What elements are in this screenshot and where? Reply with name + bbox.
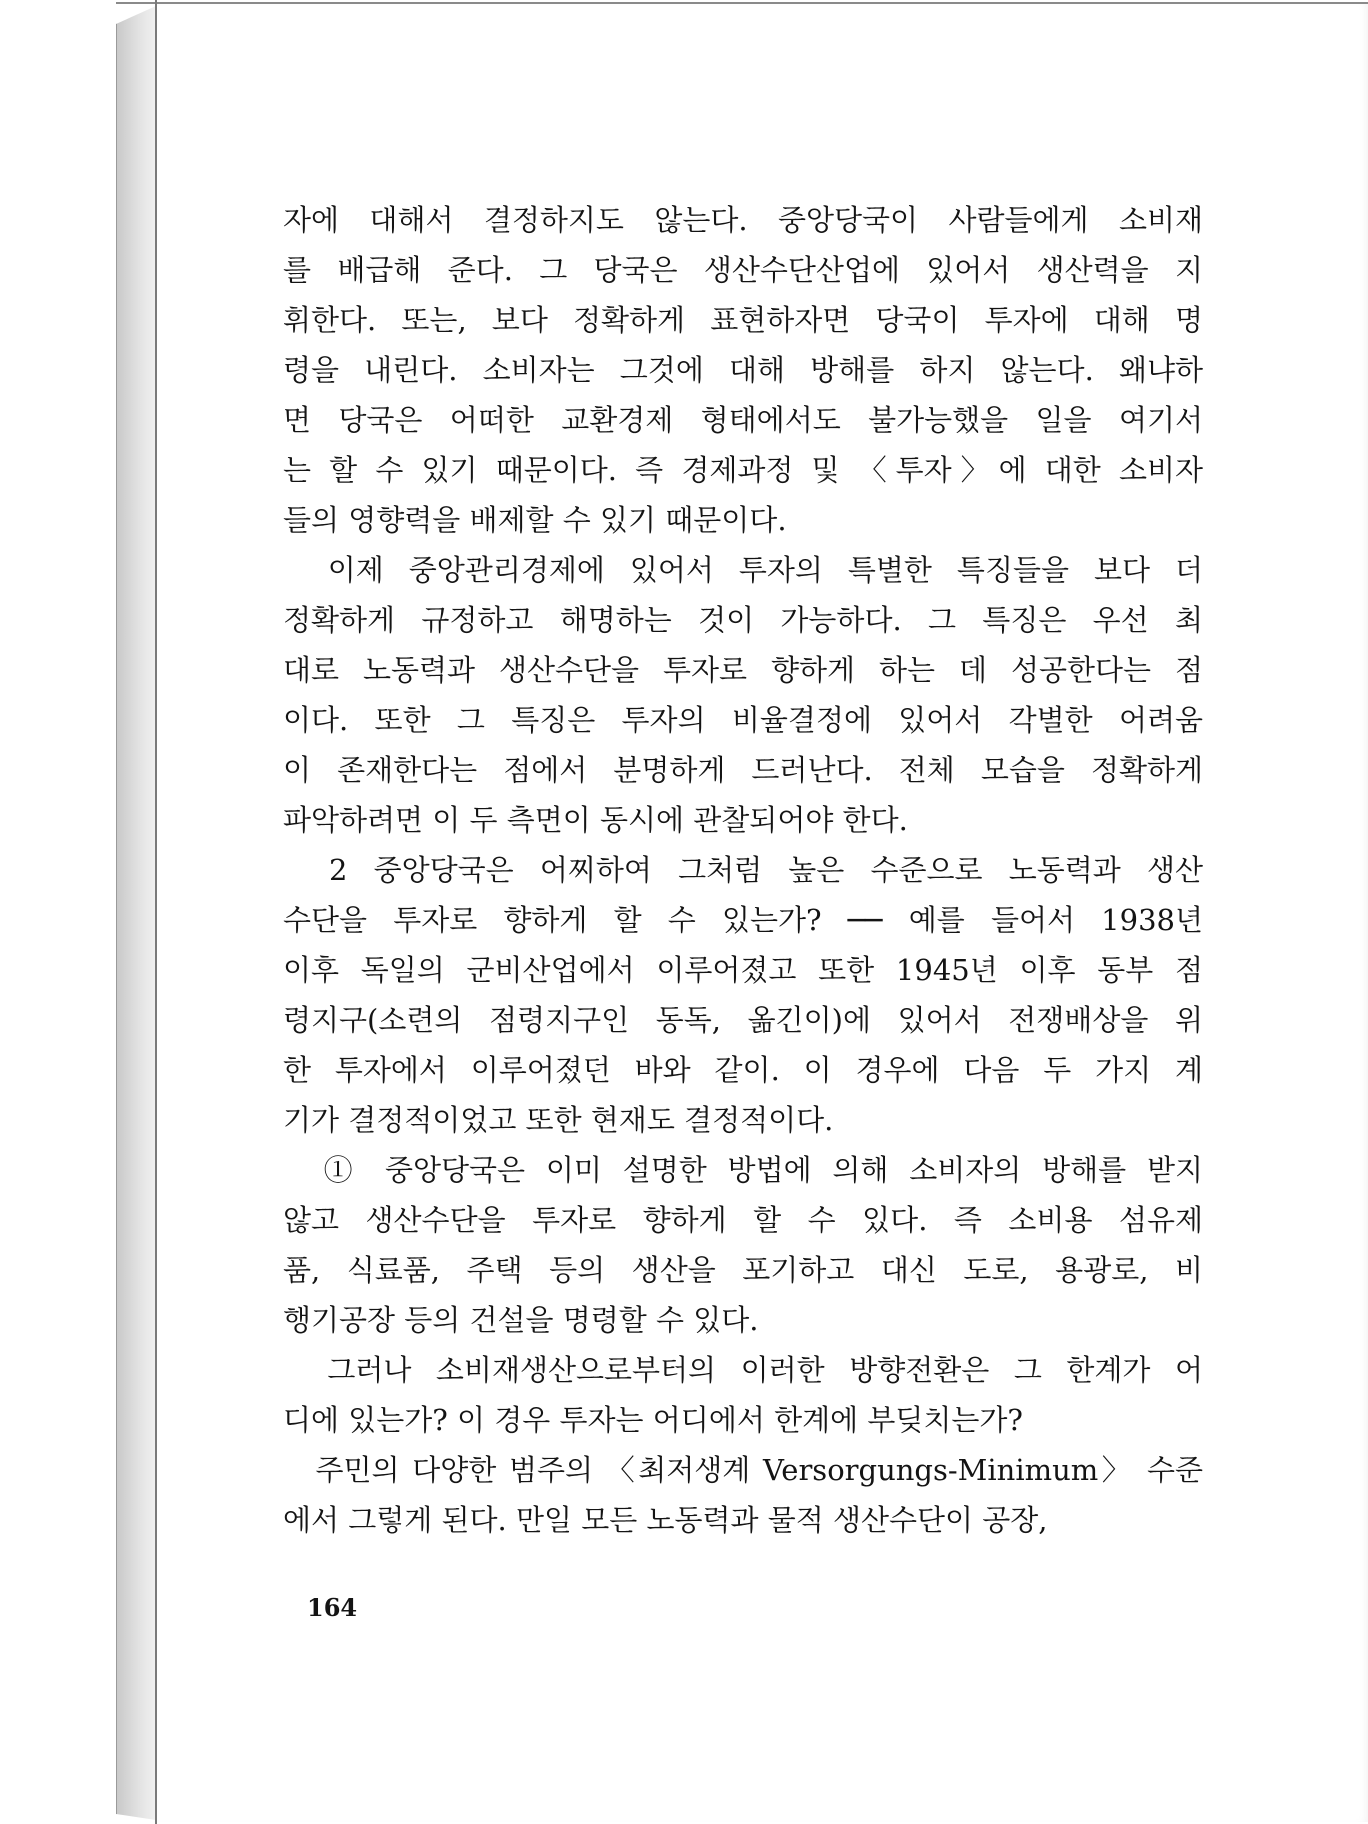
text-line: 령을 내린다. 소비자는 그것에 대해 방해를 하지 않는다. 왜냐하 xyxy=(283,353,1203,387)
text-line: 면 당국은 어떠한 교환경제 형태에서도 불가능했을 일을 여기서 xyxy=(283,403,1203,437)
text-line: 주민의 다양한 범주의 〈최저생계 Versorgungs-Minimum〉 수준 xyxy=(283,1453,1203,1487)
page-fold-line xyxy=(155,0,157,1824)
text-line: 대로 노동력과 생산수단을 투자로 향하게 하는 데 성공한다는 점 xyxy=(283,653,1203,687)
text-line: 이제 중앙관리경제에 있어서 투자의 특별한 특징들을 보다 더 xyxy=(283,553,1203,587)
text-line: 행기공장 등의 건설을 명령할 수 있다. xyxy=(283,1303,759,1337)
text-line: 그러나 소비재생산으로부터의 이러한 방향전환은 그 한계가 어 xyxy=(283,1353,1203,1387)
text-line: 령지구(소련의 점령지구인 동독, 옮긴이)에 있어서 전쟁배상을 위 xyxy=(283,1003,1203,1037)
text-line: ① 중앙당국은 이미 설명한 방법에 의해 소비자의 방해를 받지 xyxy=(283,1153,1203,1187)
book-spine xyxy=(116,6,157,1820)
text-line: 자에 대해서 결정하지도 않는다. 중앙당국이 사람들에게 소비재 xyxy=(283,203,1203,237)
text-line: 기가 결정적이었고 또한 현재도 결정적이다. xyxy=(283,1103,834,1137)
text-line: 이후 독일의 군비산업에서 이루어졌고 또한 1945년 이후 동부 점 xyxy=(283,953,1203,987)
text-line: 파악하려면 이 두 측면이 동시에 관찰되어야 한다. xyxy=(283,803,908,837)
text-line: 휘한다. 또는, 보다 정확하게 표현하자면 당국이 투자에 대해 명 xyxy=(283,303,1203,337)
text-line: 를 배급해 준다. 그 당국은 생산수단산업에 있어서 생산력을 지 xyxy=(283,253,1203,287)
text-line: 이 존재한다는 점에서 분명하게 드러난다. 전체 모습을 정확하게 xyxy=(283,753,1203,787)
text-line: 이다. 또한 그 특징은 투자의 비율결정에 있어서 각별한 어려움 xyxy=(283,703,1203,737)
text-line: 한 투자에서 이루어졌던 바와 같이. 이 경우에 다음 두 가지 계 xyxy=(283,1053,1203,1087)
text-line: 디에 있는가? 이 경우 투자는 어디에서 한계에 부딪치는가? xyxy=(283,1403,1023,1437)
body-text xyxy=(283,195,1203,1545)
text-line: 에서 그렇게 된다. 만일 모든 노동력과 물적 생산수단이 공장, xyxy=(283,1503,1048,1537)
page-number: 164 xyxy=(307,1593,358,1622)
text-line: 품, 식료품, 주택 등의 생산을 포기하고 대신 도로, 용광로, 비 xyxy=(283,1253,1203,1287)
text-line: 수단을 투자로 향하게 할 수 있는가? ── 예를 들어서 1938년 xyxy=(283,903,1203,937)
text-line: 는 할 수 있기 때문이다. 즉 경제과정 및 〈투자〉에 대한 소비자 xyxy=(283,453,1203,487)
text-line: 않고 생산수단을 투자로 향하게 할 수 있다. 즉 소비용 섬유제 xyxy=(283,1203,1203,1237)
text-line: 2 중앙당국은 어찌하여 그처럼 높은 수준으로 노동력과 생산 xyxy=(283,853,1203,887)
text-line: 정확하게 규정하고 해명하는 것이 가능하다. 그 특징은 우선 최 xyxy=(283,603,1203,637)
text-line: 들의 영향력을 배제할 수 있기 때문이다. xyxy=(283,503,787,537)
